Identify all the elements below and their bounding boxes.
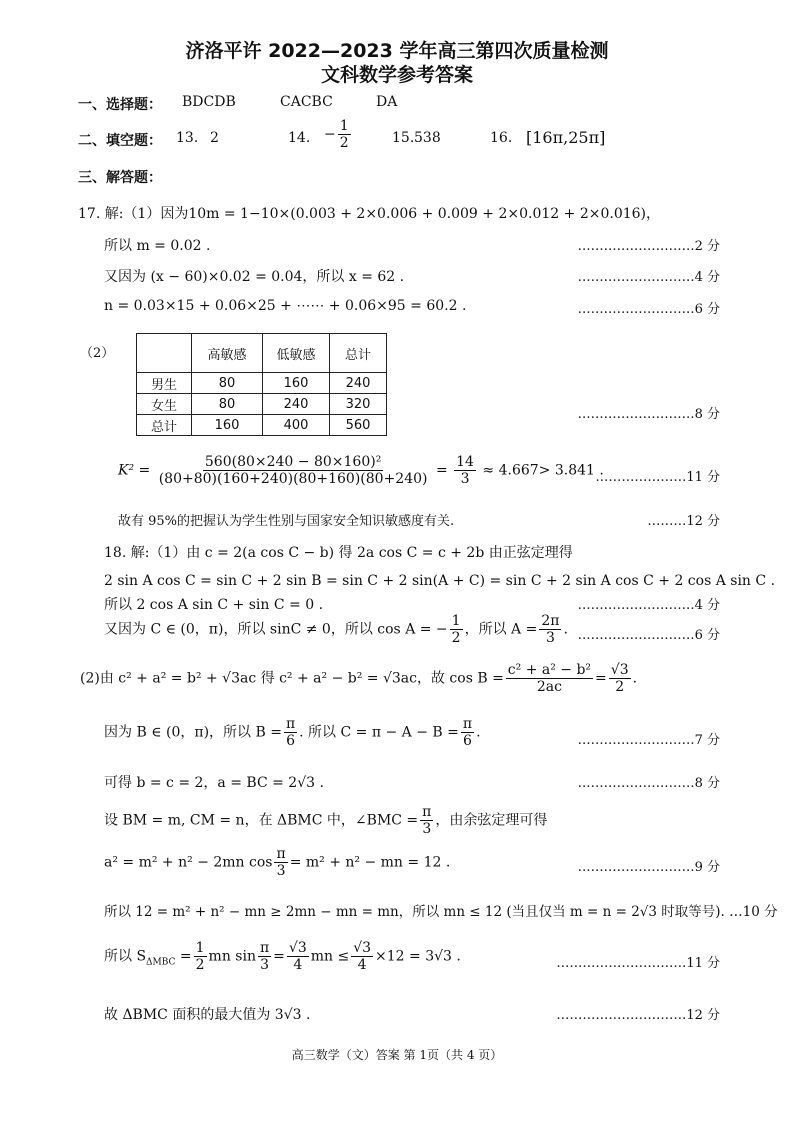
table-cell: 400 bbox=[263, 415, 330, 436]
table-cell: 男生 bbox=[137, 373, 192, 394]
q18-line-set-text: ，由余弦定理可得 bbox=[435, 812, 548, 829]
fraction-denominator: 3 bbox=[422, 821, 432, 838]
fraction-denominator: 3 bbox=[260, 957, 270, 974]
q18-line-area-text: ×12 = 3√3 . bbox=[375, 948, 461, 965]
q18-lineB-text: . 所以 C = π − A − B = bbox=[299, 724, 459, 741]
choice-answers-3: DA bbox=[376, 94, 398, 110]
page-title: 济洛平许 2022—2023 学年高三第四次质量检测 bbox=[185, 40, 609, 62]
fraction-numerator: π bbox=[462, 716, 473, 732]
q18-line-bc: 可得 b = c = 2，a = BC = 2√3 . bbox=[104, 775, 324, 791]
equals-sign: = bbox=[435, 462, 448, 479]
fill-answer-13: 2 bbox=[210, 130, 219, 146]
k2-main-fraction bbox=[157, 454, 430, 487]
q18-score-8: ………………………8 分 bbox=[577, 776, 720, 791]
q18-line-cos-text: = m² + n² − mn = 12 . bbox=[289, 854, 451, 871]
fill-num-13: 13. bbox=[176, 130, 199, 146]
table-row bbox=[137, 373, 387, 394]
q17-score-2: ………………………2 分 bbox=[577, 239, 720, 254]
q18-lineB bbox=[104, 716, 481, 749]
fraction-numerator: π bbox=[285, 716, 296, 732]
table-cell: 160 bbox=[263, 373, 330, 394]
table-header-cell bbox=[137, 334, 192, 373]
section-choice-label: 一、选择题： bbox=[78, 97, 162, 113]
page-subtitle: 文科数学参考答案 bbox=[320, 64, 473, 86]
equals-sign: = bbox=[273, 948, 285, 965]
fraction bbox=[461, 716, 474, 749]
page-footer: 高三数学（文）答案 第 1页（共 4 页） bbox=[291, 1048, 503, 1062]
q18-score-11: …………………………11 分 bbox=[556, 956, 720, 971]
q18-lineB-text: . bbox=[476, 724, 481, 741]
k2-result: ≈ 4.667> 3.841 . bbox=[482, 462, 604, 479]
q18-line-area-text: 所以 S bbox=[104, 948, 147, 965]
fraction-numerator: 1 bbox=[451, 613, 461, 629]
fill-answer-15: 538 bbox=[414, 130, 441, 146]
choice-answers-1: BDCDB bbox=[182, 94, 236, 110]
q17-part2-label: （2） bbox=[80, 346, 115, 361]
fraction-numerator: 1 bbox=[195, 940, 205, 956]
fraction-numerator: π bbox=[276, 846, 286, 862]
fraction-denominator: 6 bbox=[463, 733, 472, 750]
fill-answer-14 bbox=[324, 118, 353, 151]
q18-line1: 18. 解:（1）由 c = 2(a cos C − b) 得 2a cos C = c + 2b 由正弦定理得 bbox=[104, 545, 573, 561]
fraction-numerator: 1 bbox=[339, 118, 349, 134]
q18-line-final: 故 ΔBMC 面积的最大值为 3√3 . bbox=[104, 1007, 311, 1023]
fraction bbox=[420, 804, 433, 837]
table-cell: 320 bbox=[330, 394, 387, 415]
fraction-denominator: 2 bbox=[615, 679, 625, 696]
q18-line-area-text: mn ≤ bbox=[310, 948, 350, 965]
q18-line-cos-text: a² = m² + n² − 2mn cos bbox=[104, 854, 273, 871]
q17-line1: 17. 解:（1）因为10m = 1−10×(0.003 + 2×0.006 + 0.009 + 2×0.012 + 2×0.016)， bbox=[78, 206, 660, 222]
q18-line-set-text: 设 BM = m, CM = n，在 ΔBMC 中，∠BMC = bbox=[104, 812, 419, 829]
q17-line2: 所以 m = 0.02 . bbox=[104, 238, 211, 254]
fraction bbox=[450, 613, 463, 646]
q18-part2-text: (2)由 c² + a² = b² + √3ac 得 c² + a² − b² = √3ac，故 cos B = bbox=[80, 670, 504, 687]
table-cell: 160 bbox=[192, 415, 263, 436]
fraction-numerator: 2π bbox=[541, 613, 560, 629]
equals-sign: = bbox=[179, 948, 192, 965]
table-row bbox=[137, 394, 387, 415]
q17-score-12: ………12 分 bbox=[647, 514, 720, 529]
q18-line-area-text: mn sin bbox=[208, 948, 256, 965]
k2-lhs: K² = bbox=[118, 462, 151, 479]
table-header-cell: 低敏感 bbox=[263, 334, 330, 373]
table-cell: 560 bbox=[330, 415, 387, 436]
fill-answer-14-sign: − bbox=[324, 126, 336, 143]
q18-line4-text: 又因为 C ∈ (0，π)，所以 sinC ≠ 0，所以 cos A = − bbox=[104, 621, 448, 638]
fraction-denominator: 4 bbox=[293, 957, 303, 974]
section-fill-label: 二、填空题： bbox=[78, 133, 162, 149]
fill-num-16: 16. bbox=[490, 130, 513, 146]
contingency-table bbox=[136, 333, 387, 436]
fill-answer-14-fraction bbox=[338, 118, 351, 151]
area-subscript: ΔMBC bbox=[146, 957, 176, 968]
q18-line4-text: . bbox=[563, 621, 568, 638]
table-cell: 总计 bbox=[137, 415, 192, 436]
table-cell: 80 bbox=[192, 373, 263, 394]
fraction-denominator: 3 bbox=[460, 471, 470, 488]
q17-line4: n = 0.03×15 + 0.06×25 + ⋯⋯ + 0.06×95 = 60.2 . bbox=[104, 298, 467, 314]
fraction-numerator: 560(80×240 − 80×160)² bbox=[204, 454, 382, 470]
table-header-cell: 总计 bbox=[330, 334, 387, 373]
q18-line4-text: ，所以 A = bbox=[464, 621, 538, 638]
q18-lineB-text: 因为 B ∈ (0，π)，所以 B = bbox=[104, 724, 282, 741]
fraction-denominator: 3 bbox=[545, 630, 555, 647]
q18-line-ineq: 所以 12 = m² + n² − mn ≥ 2mn − mn = mn，所以 mn ≤ 12 (当且仅当 m = n = 2√3 时取等号). …10 分 bbox=[104, 904, 778, 920]
fraction-denominator: 2ac bbox=[536, 679, 562, 696]
fraction-denominator: 2 bbox=[195, 957, 205, 974]
q18-line-area bbox=[104, 940, 461, 973]
q18-score-6: ………………………6 分 bbox=[577, 628, 720, 643]
fraction bbox=[506, 662, 593, 695]
fraction bbox=[194, 940, 207, 973]
q17-conclusion: 故有 95%的把握认为学生性别与国家安全知识敏感度有关. bbox=[118, 514, 455, 529]
fraction-numerator: c² + a² − b² bbox=[507, 662, 592, 678]
q18-line2: 2 sin A cos C = sin C + 2 sin B = sin C + 2 sin(A + C) = sin C + 2 sin A cos C + 2 cos A sin C . bbox=[104, 573, 776, 589]
fraction-denominator: 6 bbox=[286, 733, 296, 750]
q18-line4 bbox=[104, 613, 568, 646]
table-cell: 女生 bbox=[137, 394, 192, 415]
table-cell: 240 bbox=[263, 394, 330, 415]
fraction-numerator: √3 bbox=[353, 940, 372, 956]
table-header-row bbox=[137, 334, 387, 373]
equals-sign: = bbox=[595, 670, 607, 687]
fraction-denominator: 2 bbox=[451, 630, 461, 647]
fraction-numerator: √3 bbox=[288, 940, 307, 956]
q17-score-8: ………………………8 分 bbox=[577, 407, 720, 422]
q18-line3: 所以 2 cos A sin C + sin C = 0 . bbox=[104, 597, 324, 613]
q18-part2-text: . bbox=[632, 670, 638, 687]
section-solve-label: 三、解答题： bbox=[78, 170, 162, 186]
q18-line-set bbox=[104, 804, 547, 837]
fraction bbox=[539, 613, 561, 646]
fraction bbox=[351, 940, 373, 973]
fraction-denominator: 4 bbox=[357, 957, 367, 974]
q18-line-cos bbox=[104, 846, 450, 879]
fill-answer-16: [16π,25π] bbox=[526, 128, 606, 147]
k2-formula bbox=[118, 454, 604, 487]
table-header-cell: 高敏感 bbox=[192, 334, 263, 373]
fraction bbox=[609, 662, 631, 695]
k2-result-fraction bbox=[454, 454, 476, 487]
fraction-denominator: (80+80)(160+240)(80+160)(80+240) bbox=[158, 471, 428, 488]
q18-score-12: …………………………12 分 bbox=[556, 1008, 720, 1023]
fraction bbox=[287, 940, 309, 973]
q17-score-4: ………………………4 分 bbox=[577, 270, 720, 285]
q18-part2-line bbox=[80, 662, 637, 695]
fraction bbox=[274, 846, 287, 879]
fraction-denominator: 2 bbox=[339, 135, 349, 152]
table-cell: 80 bbox=[192, 394, 263, 415]
choice-answers-2: CACBC bbox=[280, 94, 333, 110]
table-row bbox=[137, 415, 387, 436]
fill-num-14: 14. bbox=[288, 130, 311, 146]
fraction-numerator: π bbox=[259, 940, 270, 956]
q17-score-6: ………………………6 分 bbox=[577, 302, 720, 317]
fraction-numerator: √3 bbox=[610, 662, 629, 678]
fill-num-15: 15. bbox=[392, 130, 415, 146]
table-cell: 240 bbox=[330, 373, 387, 394]
q18-score-7: ………………………7 分 bbox=[577, 733, 720, 748]
fraction-denominator: 3 bbox=[276, 863, 286, 880]
q17-line3: 又因为 (x − 60)×0.02 = 0.04，所以 x = 62 . bbox=[104, 269, 405, 285]
fraction bbox=[284, 716, 297, 749]
fraction bbox=[258, 940, 271, 973]
fraction-numerator: π bbox=[422, 804, 432, 820]
q18-score-4: ………………………4 分 bbox=[577, 598, 720, 613]
q18-score-9: ………………………9 分 bbox=[577, 860, 720, 875]
fraction-numerator: 14 bbox=[456, 454, 474, 470]
q17-score-11: …………………11 分 bbox=[595, 470, 720, 485]
